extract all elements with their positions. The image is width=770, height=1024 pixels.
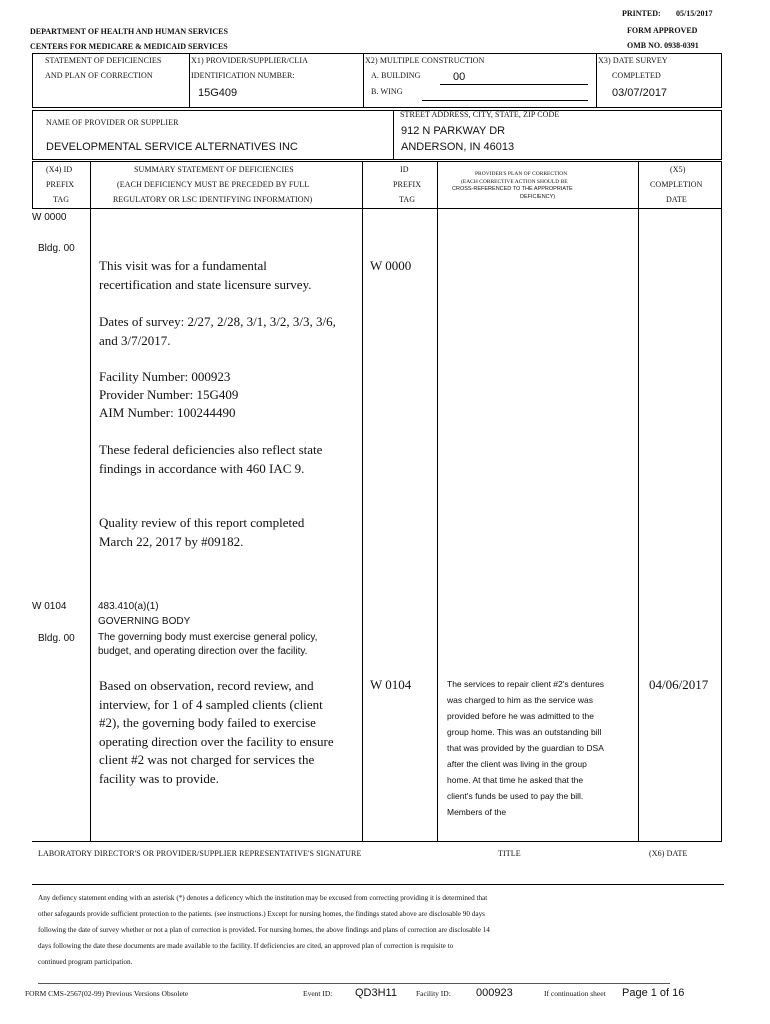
entry1-paragraph-2: Dates of survey: 2/27, 2/28, 3/1, 3/2, 3/3, 3/6, and 3/7/2017.: [99, 314, 336, 348]
entry2-title: GOVERNING BODY: [98, 616, 191, 627]
x1-label-1: X1) PROVIDER/SUPPLIER/CLIA: [191, 56, 309, 65]
event-id-value: QD3H11: [355, 987, 397, 999]
entry2-building: Bldg. 00: [38, 633, 75, 644]
col5-header-3: DATE: [666, 195, 687, 204]
x3-label-1: X3) DATE SURVEY: [598, 56, 668, 65]
disclaimer-line-4: days following the date these documents are made available to the facility. If deficiencies are cited, an approved plan of correction is requisite to: [38, 942, 454, 950]
entry2-completion-date: 04/06/2017: [649, 677, 709, 692]
signature-date-label: (X6) DATE: [649, 849, 688, 858]
col2-header-3: REGULATORY OR LSC IDENTIFYING INFORMATION): [113, 195, 313, 204]
entry1-facility-number: Facility Number: 000923: [99, 369, 231, 384]
col2-header-1: SUMMARY STATEMENT OF DEFICIENCIES: [134, 165, 294, 174]
entry1-id-tag: W 0000: [370, 258, 412, 273]
disclaimer-line-1: Any defiency statement ending with an asterisk (*) denotes a deficency which the institution may be excused from correcting providing it is determined that: [38, 894, 488, 902]
col5-header-1: (X5): [670, 165, 686, 174]
col1-header-3: TAG: [53, 195, 70, 204]
entry1-paragraph-1: This visit was for a fundamental recertification and state licensure survey.: [99, 258, 312, 292]
col1-header-1: (X4) ID: [46, 165, 73, 174]
entry2-tag: W 0104: [32, 601, 67, 612]
col1-header-2: PREFIX: [46, 180, 75, 189]
address-label: STREET ADDRESS, CITY, STATE, ZIP CODE: [400, 110, 560, 119]
centers-name: CENTERS FOR MEDICARE & MEDICAID SERVICES: [30, 42, 228, 51]
provider-name-value: DEVELOPMENTAL SERVICE ALTERNATIVES INC: [46, 141, 298, 153]
address-line-2: ANDERSON, IN 46013: [401, 141, 515, 153]
address-line-1: 912 N PARKWAY DR: [401, 125, 506, 137]
col3-header-2: PREFIX: [393, 180, 422, 189]
event-id-label: Event ID:: [303, 989, 333, 998]
facility-id-value: 000923: [476, 987, 513, 999]
entry1-paragraph-4: These federal deficiencies also reflect state findings in accordance with 460 IAC 9.: [99, 442, 323, 476]
statement-label-2: AND PLAN OF CORRECTION: [45, 71, 153, 80]
x3-label-2: COMPLETED: [612, 71, 661, 80]
col3-header-1: ID: [400, 165, 409, 174]
provider-name-label: NAME OF PROVIDER OR SUPPLIER: [46, 118, 179, 127]
col4-header-1: PROVIDER'S PLAN OF CORRECTION: [475, 171, 568, 177]
statement-label-1: STATEMENT OF DEFICIENCIES: [45, 56, 162, 65]
col3-header-3: TAG: [399, 195, 416, 204]
entry1-tag: W 0000: [32, 212, 67, 223]
building-value: 00: [453, 71, 466, 83]
entry2-id-tag: W 0104: [370, 677, 412, 692]
disclaimer-line-2: other safegaurds provide sufficient protection to the patients. (see instructions.) Except for nursing homes, the findings stated above are disclosable 90 days: [38, 910, 485, 918]
disclaimer-line-3: following the date of survey whether or not a plan of correction is provided. For nursing homes, the above findings and plans of correction are disclosable 14: [38, 926, 490, 934]
entry2-regulation: 483.410(a)(1): [98, 601, 159, 612]
entry1-provider-number: Provider Number: 15G409: [99, 387, 239, 402]
col5-header-2: COMPLETION: [650, 180, 703, 189]
printed-date: 05/15/2017: [676, 9, 713, 18]
col4-header-2: (EACH CORRECTIVE ACTION SHOULD BE: [461, 179, 568, 185]
continuation-label: If continuation sheet: [544, 989, 606, 998]
x1-label-2: IDENTIFICATION NUMBER:: [191, 71, 295, 80]
entry1-aim-number: AIM Number: 100244490: [99, 405, 236, 420]
survey-date-value: 03/07/2017: [612, 87, 668, 99]
entry2-description: The governing body must exercise general policy, budget, and operating direction over the facility.: [98, 632, 318, 657]
building-label: A. BUILDING: [371, 71, 421, 80]
col4-header-3: CROSS-REFERENCED TO THE APPROPRIATE: [452, 186, 573, 192]
col2-header-2: (EACH DEFICIENCY MUST BE PRECEDED BY FULL: [117, 180, 310, 189]
x2-label: X2) MULTIPLE CONSTRUCTION: [365, 56, 485, 65]
title-label: TITLE: [498, 849, 521, 858]
provider-id-value: 15G409: [198, 87, 238, 99]
wing-label: B. WING: [371, 87, 403, 96]
col4-header-4: DEFICIENCY): [520, 194, 556, 200]
department-name: DEPARTMENT OF HEALTH AND HUMAN SERVICES: [30, 27, 228, 36]
entry2-finding: Based on observation, record review, and interview, for 1 of 4 sampled clients (client #2), the governing body failed to exercise operating direction over the facility to ensure client #2 was not charged for services the facility was to provide.: [99, 678, 334, 786]
entry1-building: Bldg. 00: [38, 243, 75, 254]
form-approved: FORM APPROVED: [627, 26, 698, 35]
printed-label: PRINTED:: [622, 9, 661, 18]
page-number: Page 1 of 16: [622, 987, 685, 999]
omb-number: OMB NO. 0938-0391: [627, 41, 699, 50]
disclaimer-line-5: continued program participation.: [38, 958, 133, 966]
entry2-correction-plan: The services to repair client #2's dentures was charged to him as the service was provided before he was admitted to the group home. This was an outstanding bill that was provided by the guardian to DSA after the client was living in the group home. At that time he asked that the client's funds be used to pay the bill. Members of the: [447, 679, 605, 817]
facility-id-label: Facility ID:: [416, 989, 451, 998]
form-number: FORM CMS-2567(02-99) Previous Versions Obsolete: [25, 989, 189, 998]
entry1-paragraph-5: Quality review of this report completed March 22, 2017 by #09182.: [99, 515, 305, 549]
director-signature-label: LABORATORY DIRECTOR'S OR PROVIDER/SUPPLIER REPRESENTATIVE'S SIGNATURE: [38, 849, 362, 858]
